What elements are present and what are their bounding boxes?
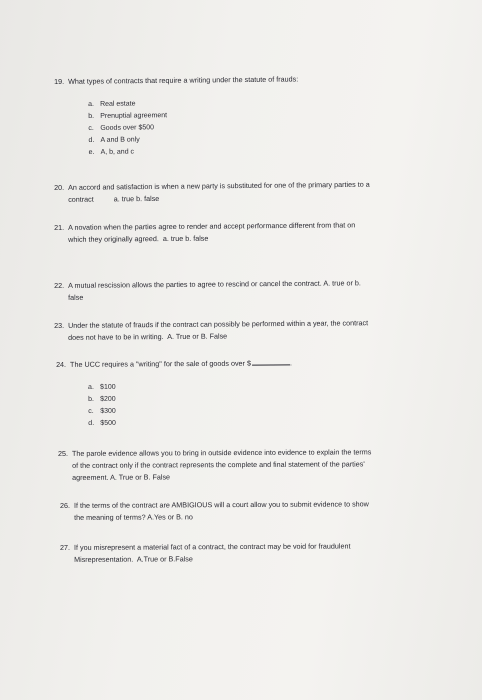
question-24-options [88, 382, 116, 430]
option-letter: d. [88, 136, 95, 144]
question-text-line: A mutual rescission allows the parties to agree to rescind or cancel the contract. A. true or b. [68, 278, 361, 290]
question-text-line: the meaning of terms? A.Yes or B. no [74, 512, 193, 522]
option-letter: b. [88, 112, 95, 120]
option-text: Prenuptial agreement [100, 112, 168, 120]
option-text: $100 [100, 383, 116, 391]
option-text: Real estate [100, 100, 136, 108]
question-text-line: A novation when the parties agree to render and accept performance different from that on [68, 220, 356, 232]
question-text-line: contract a. true b. false [68, 193, 160, 204]
question-text: The UCC requires a "writing" for the sale of goods over $ [70, 358, 251, 369]
question-text-line: The parole evidence allows you to bring in outside evidence into evidence to explain the terms [72, 447, 372, 458]
question-25 [58, 446, 371, 484]
option-d [88, 134, 167, 147]
option-letter: e. [88, 148, 95, 156]
question-text-line: does not have to be in writing. A. True or B. False [68, 331, 228, 342]
option-text: $200 [100, 395, 116, 403]
option-letter: b. [88, 395, 94, 403]
option-e [89, 146, 168, 159]
option-letter: c. [88, 124, 94, 132]
question-text-line: If the terms of the contract are AMBIGIOUS will a court allow you to submit evidence to show [74, 499, 369, 510]
option-letter: a. [88, 383, 94, 391]
question-number: 22. [54, 280, 65, 290]
question-text-line: Under the statute of frauds if the contract can possibly be performed within a year, the contract [68, 318, 369, 330]
question-text-line: false [68, 292, 84, 302]
option-text: $300 [100, 407, 116, 415]
question-20 [54, 179, 370, 206]
question-number: 20. [54, 182, 65, 192]
option-a [88, 98, 167, 111]
question-19 [54, 73, 298, 88]
question-text: What types of contracts that require a writing under the statute of frauds: [68, 74, 299, 86]
option-b [88, 394, 116, 406]
option-text: A and B only [100, 136, 140, 144]
question-22 [54, 277, 361, 304]
question-23 [54, 317, 368, 344]
option-text: A, b, and c [100, 148, 135, 156]
option-letter: d. [88, 419, 95, 427]
question-number: 21. [54, 222, 65, 232]
question-number: 19. [54, 76, 65, 86]
question-26 [60, 498, 369, 524]
option-a [88, 382, 116, 394]
question-number: 23. [54, 320, 65, 330]
answer-blank [252, 356, 292, 368]
question-text-line: of the contract only if the contract represents the complete and final statement of the parties' [72, 459, 365, 470]
question-24 [56, 356, 292, 371]
question-19-options [88, 98, 168, 159]
option-letter: a. [88, 100, 94, 108]
question-number: 24. [56, 359, 67, 369]
question-21 [54, 219, 355, 246]
option-letter: c. [88, 407, 94, 415]
option-c [88, 122, 167, 135]
option-text: Goods over $500 [100, 124, 155, 132]
option-c [88, 406, 116, 418]
question-number: 26. [60, 500, 71, 510]
question-number: 27. [60, 542, 71, 552]
question-text-line: An accord and satisfaction is when a new party is substituted for one of the primary parties to a [68, 179, 370, 192]
option-text: $500 [100, 419, 116, 427]
question-text-line: If you misrepresent a material fact of a contract, the contract may be void for fraudulent [74, 541, 351, 552]
question-27 [60, 540, 351, 566]
option-d [88, 418, 116, 430]
question-trailing: . [289, 358, 292, 368]
question-text-line: Misrepresentation. A.True or B.False [74, 554, 193, 564]
question-number: 25. [58, 448, 69, 458]
option-b [88, 110, 167, 123]
question-text-line: agreement. A. True or B. False [72, 472, 171, 482]
question-text-line: which they originally agreed. a. true b. false [68, 233, 209, 244]
